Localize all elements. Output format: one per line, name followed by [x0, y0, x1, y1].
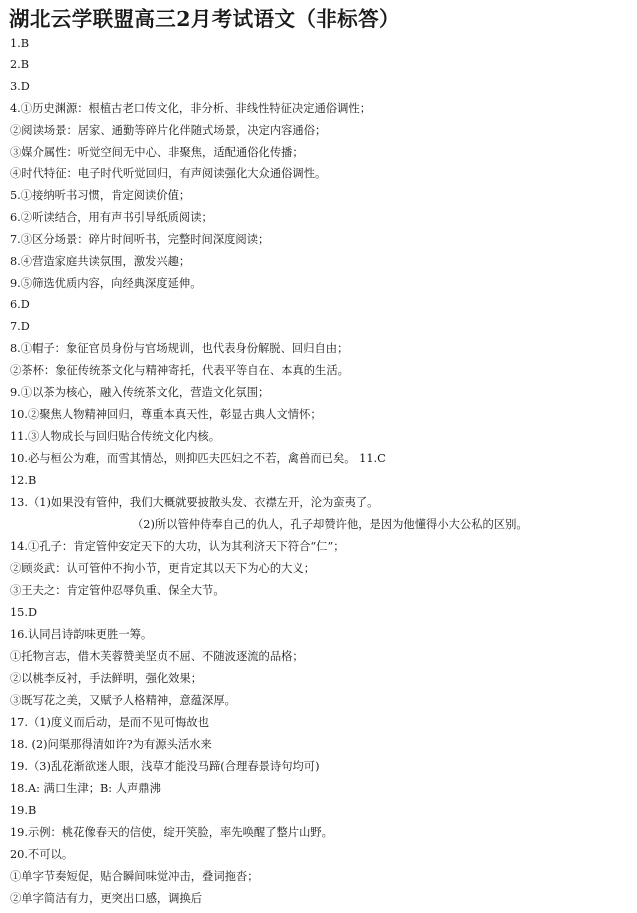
answer-line: 2.B: [10, 58, 30, 71]
document-title: 湖北云学联盟高三2月考试语文（非标答）: [9, 7, 400, 31]
answer-line: 8.①帽子：象征官员身份与官场规训，也代表身份解脱、回归自由；: [10, 342, 349, 355]
answer-line: ②单字简洁有力，更突出口感，调换后: [10, 892, 203, 905]
answer-line: ②阅读场景：居家、通勤等碎片化伴随式场景，决定内容通俗；: [10, 124, 327, 137]
answer-line: 3.D: [10, 80, 30, 93]
answer-line: 19.（3)乱花渐欲迷人眼，浅草才能没马蹄(合理春景诗句均可): [10, 760, 320, 773]
answer-line: ①托物言志，借木芙蓉赞美坚贞不屈、不随波逐流的品格；: [10, 650, 304, 663]
answer-line: 19.示例：桃花像春天的信使，绽开笑脸，率先唤醒了整片山野。: [10, 826, 333, 839]
answer-line: 12.B: [10, 474, 37, 487]
answer-line: 7.D: [10, 320, 30, 333]
answer-line: ③媒介属性：听觉空间无中心、非聚焦，适配通俗化传播；: [10, 146, 304, 159]
answer-line: ①单字节奏短促，贴合瞬间味觉冲击，叠词拖沓；: [10, 870, 259, 883]
answer-line: 7.③区分场景：碎片时间听书，完整时间深度阅读；: [10, 233, 270, 246]
answer-line: 16.认同吕诗韵味更胜一筹。: [10, 628, 153, 641]
answer-line: 14.①孔子：肯定管仲安定天下的大功，认为其利济天下符合“仁”；: [10, 540, 345, 553]
answer-line: 4.①历史渊源：根植古老口传文化，非分析、非线性特征决定通俗调性；: [10, 102, 371, 115]
answer-line: 6.D: [10, 298, 30, 311]
answer-line: （2)所以管仲侍奉自己的仇人，孔子却赞许他，是因为他懂得小大公私的区别。: [132, 518, 528, 531]
answer-line: 17.（1)度义而后动，是而不见可悔故也: [10, 716, 210, 729]
answer-line: 19.B: [10, 804, 37, 817]
answer-line: ③既写花之美，又赋予人格精神，意蕴深厚。: [10, 694, 236, 707]
answer-line: 11.③人物成长与回归贴合传统文化内核。: [10, 430, 221, 443]
answer-line: 20.不可以。: [10, 848, 74, 861]
answer-line: 1.B: [10, 37, 30, 50]
answer-line: ④时代特征：电子时代听觉回归，有声阅读强化大众通俗调性。: [10, 167, 327, 180]
answer-line: 5.①接纳听书习惯，肯定阅读价值；: [10, 189, 191, 202]
answer-line: 13.（1)如果没有管仲，我们大概就要披散头发、衣襟左开，沦为蛮夷了。: [10, 496, 379, 509]
answer-line: ②茶杯：象征传统茶文化与精神寄托，代表平等自在、本真的生活。: [10, 364, 349, 377]
answer-line: ③王夫之：肯定管仲忍辱负重、保全大节。: [10, 584, 225, 597]
answer-line: 6.②听读结合，用有声书引导纸质阅读；: [10, 211, 213, 224]
answer-line: 8.④营造家庭共读氛围，激发兴趣；: [10, 255, 191, 268]
answer-line: 18. (2)问渠那得清如许?为有源头活水来: [10, 738, 212, 751]
answer-line: ②顾炎武：认可管仲不拘小节，更肯定其以天下为心的大义；: [10, 562, 316, 575]
answer-line: 10.必与桓公为难，而雪其情怂，则抑匹夫匹妇之不若，禽兽而已矣。 11.C: [10, 452, 386, 465]
answer-line: ②以桃李反衬，手法鲜明，强化效果；: [10, 672, 203, 685]
answer-line: 18.A: 满口生津；B: 人声鼎沸: [10, 782, 161, 795]
answer-line: 15.D: [10, 606, 38, 619]
answer-line: 9.⑤筛选优质内容，向经典深度延伸。: [10, 277, 202, 290]
answer-line: 9.①以茶为核心，融入传统茶文化，营造文化氛围；: [10, 386, 270, 399]
answer-line: 10.②聚焦人物精神回归，尊重本真天性，彰显古典人文情怀；: [10, 408, 322, 421]
